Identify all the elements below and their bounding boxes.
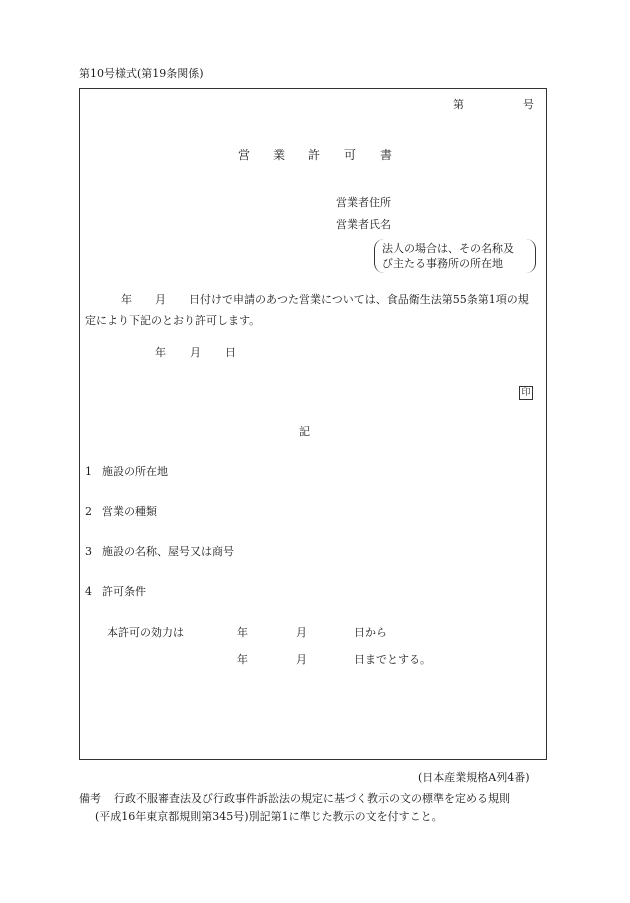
body-year: 年 — [121, 293, 132, 306]
corporate-note-line-2: び主たる事務所の所在地 — [382, 257, 503, 270]
item-3-number: 3 — [85, 545, 92, 558]
item-3-label: 施設の名称、屋号又は商号 — [102, 545, 234, 558]
item-4-label: 許可条件 — [102, 585, 146, 598]
item-1-number: 1 — [85, 465, 92, 478]
body-line-2: 定により下記のとおり許可します。 — [85, 314, 261, 327]
validity-until-month: 月 — [296, 653, 307, 666]
title-char-2: 業 — [273, 148, 286, 162]
issue-month: 月 — [190, 346, 201, 359]
form-number-label: 第10号様式(第19条関係) — [79, 67, 204, 80]
title-char-5: 書 — [380, 148, 393, 162]
form-frame — [79, 88, 547, 760]
validity-label: 本許可の効力は — [107, 626, 184, 639]
title-char-1: 営 — [238, 148, 251, 162]
corporate-note-bracket — [374, 239, 536, 273]
number-suffix: 号 — [523, 98, 534, 111]
validity-from-day: 日から — [354, 626, 387, 639]
title-char-4: 可 — [344, 148, 357, 162]
item-1-label: 施設の所在地 — [102, 465, 168, 478]
ki-heading: 記 — [299, 425, 310, 438]
issue-year: 年 — [155, 346, 166, 359]
validity-from-year: 年 — [237, 626, 248, 639]
body-month: 月 — [155, 293, 166, 306]
issue-day: 日 — [225, 346, 236, 359]
validity-until-year: 年 — [237, 653, 248, 666]
remarks-line-1: 行政不服審査法及び行政事件訴訟法の規定に基づく教示の文の標準を定める規則 — [114, 792, 510, 805]
number-prefix: 第 — [453, 98, 464, 111]
applicant-name-label: 営業者氏名 — [336, 218, 391, 231]
validity-from-month: 月 — [296, 626, 307, 639]
corporate-note-line-1: 法人の場合は、その名称及 — [382, 242, 514, 255]
applicant-address-label: 営業者住所 — [336, 196, 391, 209]
validity-until-day: 日までとする。 — [354, 653, 431, 666]
remarks-label: 備考 — [79, 792, 101, 805]
paper-standard: (日本産業規格A列4番) — [418, 771, 530, 784]
item-4-number: 4 — [85, 585, 92, 598]
remarks-line-2: (平成16年東京都規則第345号)別記第1に準じた教示の文を付すこと。 — [95, 810, 443, 823]
seal-mark: 印 — [519, 386, 533, 400]
body-line-1: 日付けで申請のあつた営業については、食品衛生法第55条第1項の規 — [189, 293, 529, 306]
item-2-label: 営業の種類 — [102, 505, 157, 518]
title-char-3: 許 — [308, 148, 321, 162]
item-2-number: 2 — [85, 505, 92, 518]
